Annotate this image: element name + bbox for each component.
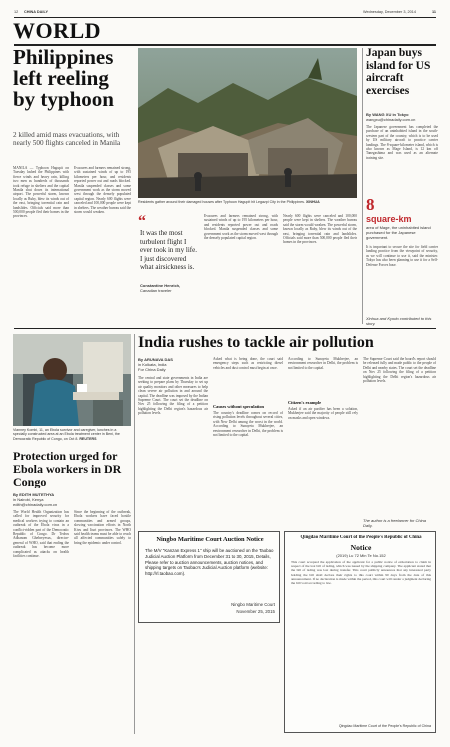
ebola-byline: By EDITH MUTETHYA <box>13 492 55 497</box>
lead-headline: Philippines left reeling by typhoon <box>13 47 114 111</box>
ningbo-issuer: Ningbo Maritime Court <box>231 602 275 607</box>
ebola-headline: Protection urged for Ebola workers in DR Congo <box>13 450 122 488</box>
qingdao-title: Qingdao Maritime Court of the People's Republic of China <box>300 535 422 540</box>
column-divider <box>134 334 135 734</box>
fact-value: 8 <box>366 196 375 214</box>
lead-para: Evacuees and farmers remained strong, with sustained winds of up to 195 kilometers per hour, and residents reported power out and roads blocked. <box>74 166 131 184</box>
ningbo-title: Ningbo Maritime Court Auction Notice <box>156 536 264 543</box>
issue-date: Wednesday, December 3, 2014 <box>362 10 416 14</box>
paper-name: CHINA DAILY <box>24 10 48 14</box>
lead-subhead: 2 killed amid mass evacuations, with nearly 500 flights canceled in Manila <box>13 131 121 148</box>
qingdao-court-notice <box>284 531 436 733</box>
ebola-email: edith@chinadaily.com.cn <box>13 502 58 507</box>
ebola-location: in Nairobi, Kenya <box>13 497 44 502</box>
qingdao-body: This court accepted the application of the applicant for a public notice of exhortation to claim in respect of the lost bill of lading, which was issued by the shipping company. The applicant stated that the bill of lading was lost during transfer. This court publicly announces that any interested party holding the bill shall declare their rights to this court within 90 days from the date of this announcement. If no declaration is made within the period, this court will render a judgment declaring the bill void according to law. <box>291 560 431 586</box>
lead-body-col4: Nearly 600 flights were canceled and 100,000 people were kept in shelters. The weather bureau said the storm would weaken. The powerful storm, known locally as Ruby, blew its winds out of the east, bringing torrential rain and landslides. Officials said more than 500,000 people fled their homes in the provinces. <box>283 214 357 245</box>
lead-para: The powerful storm, known locally as Ruby, blew its winds out of the east, bringing torrential rain and landslides. Officials said more than 500,000 people fled their homes in the provinces. <box>13 192 69 219</box>
japan-body-2: It is important to secure the site for field carrier landing practice from the viewpoint of security, as we will continue to use it, said the minister. Tokyo has also been planning to use it for a Self-Defense Forces base. <box>366 245 438 267</box>
india-byline: By ARUNAVA DAS <box>138 357 173 362</box>
quote-role: Canadian traveler <box>140 288 172 293</box>
india-body-col1: The central and state governments in India are seeking to prepare plans by Thursday to set up air quality monitors and other measures to help clean severe air pollution in and around the capital. The deadline was imposed by the Indian Supreme Court. The court set the deadline on Nov 25 following the filing of a petition highlighting the Delhi region's hazardous air pollution levels. <box>138 376 208 416</box>
side-divider <box>362 48 363 324</box>
ebola-body-col1: The World Health Organization has called for improved security for medical workers trying to contain an outbreak of the Ebola virus in a conflict-ridden part of the Democratic Republic of Congo. Dr Tedros Adhanom Ghebreyesus, director-general of WHO, said that ending the outbreak has become more complicated as attacks on health facilities continue. <box>13 510 69 559</box>
qingdao-subtitle: Notice <box>350 543 372 552</box>
lead-body-col3: Evacuees and farmers remained strong, with sustained winds of up to 195 kilometers per hour, and residents reported power out and roads blocked. Manila suspended classes and some government work as the storm moved west through the densely populated capital region. <box>204 214 278 241</box>
ningbo-auction-notice <box>138 531 280 623</box>
india-subhead-b: Citizen's example <box>288 400 322 405</box>
lead-para: Nearly 600 flights were canceled and 100,000 people were kept in shelters. The weather bureau said the storm would weaken. <box>74 196 131 215</box>
pull-quote: It was the most turbulent flight I ever took in my life. I just discovered what airsickness is. <box>140 229 197 272</box>
ebola-body-col2: Since the beginning of the outbreak, Ebola workers have faced hostile communities and armed groups, slowing vaccination efforts in North Kivu and Ituri provinces. The WHO said health teams must be able to reach all affected communities safely to bring the epidemic under control. <box>74 510 131 545</box>
section-rule <box>14 44 436 46</box>
india-body-col4: The Supreme Court said the board's report should be released fully and made public to the people of Delhi and nearby states. The court set the deadline on Nov 25 following the filing of a petition highlighting the Delhi region's hazardous air pollution levels. <box>363 357 436 384</box>
japan-body-1: The Japanese government has completed the purchase of an uninhabited island in the south-western part of the country, which is to be used by US military aircraft to practice carrier landings. The 8-square-kilometer island, which is also known as Mage Island, is 12 km off Tanegashima and was used as an alternate training site. <box>366 125 438 160</box>
lead-para: Manila suspended classes and some government work as the storm moved west through the densely populated capital region. <box>74 183 131 201</box>
ningbo-date: November 25, 2015 <box>236 609 275 614</box>
section-title: WORLD <box>13 19 102 43</box>
india-email: For China Daily <box>138 367 166 372</box>
fact-label: area of Mage, the uninhabited island purchased for the Japanese government. <box>366 225 431 240</box>
qingdao-issuer: Qingdao Maritime Court of the People's Republic of China <box>338 724 431 728</box>
india-headline: India rushes to tackle air pollution <box>138 334 374 351</box>
lead-body-col2 <box>74 166 131 313</box>
india-body-col3a: According to Sunayeta Mukherjee, an environment researcher in Delhi, the problem is not limited to the capital. <box>288 357 358 370</box>
ningbo-body: The M/V "Kanzan Express 1" ship will be auctioned on the Taobao Judicial Auction Platform from December 31 to 30, 2015, Details, Please refer to auction announcements, auction notices, and shipping targets on Taobao's Judicial Auction platform (website: http://rl.taobao.com). <box>145 548 274 577</box>
divider-rule <box>14 328 436 329</box>
quote-attribution: Constantine Henrich, <box>140 283 181 288</box>
masthead-rule <box>14 17 436 18</box>
page-number-left: 12 <box>14 10 19 14</box>
india-location: in Kolkata, India <box>138 362 167 367</box>
ebola-photo <box>13 334 131 426</box>
quote-mark-icon: “ <box>138 214 146 230</box>
lead-body-col1 <box>13 166 69 313</box>
japan-headline: Japan buys island for US aircraft exercises <box>366 47 431 97</box>
lead-lede: MANILA — Typhoon Hagupit on Tuesday lashed the Philippines with fierce winds and heavy rain, killing two men as hundreds of thousands took refuge in shelters and the capital Manila shut down its international airport. <box>13 166 69 197</box>
japan-byline: By WANG XU in Tokyo <box>366 112 409 117</box>
india-footer: The author is a freelancer for China Daily. <box>363 518 426 528</box>
page-number-right: 11 <box>431 10 436 14</box>
india-body-col3b: Asked if an air purifier has been a solution, Mukherjee said the majority of people still rely on masks and open windows. <box>288 407 358 420</box>
india-subhead-a: Causes without speculation <box>213 404 264 409</box>
typhoon-photo <box>138 48 357 198</box>
india-body-col2b: The country's deadline comes on record of rising pollution levels throughout several cities, with New Delhi among the worst in the world. According to Sunayeta Mukherjee, an environment researcher in Delhi, the problem is not limited to the capital. <box>213 411 283 438</box>
typhoon-photo-caption: Residents gather around their damaged houses after Typhoon Hagupit hit Legazpi City in the Philippines. XINHUA <box>138 200 320 204</box>
japan-signoff: Xinhua and Kyodo contributed to this story. <box>366 316 432 326</box>
fact-unit: square-km <box>366 214 412 224</box>
qingdao-case-number: (2019) Lu 72 Min Te No.152 <box>336 553 386 558</box>
india-body-col2a: Asked what is being done, the court said emergency steps such as restricting diesel vehicles and dust control must begin at once. <box>213 357 283 370</box>
japan-email: wangxu@chinadaily.com.cn <box>366 117 416 122</box>
ebola-photo-caption: Vianney Kombi, 11, an Ebola survivor and caregiver, lunches in a specially constructed area at an Ebola treatment center in Beni, the Democratic Republic of Congo, on Oct 8. REUTERS <box>13 428 120 441</box>
